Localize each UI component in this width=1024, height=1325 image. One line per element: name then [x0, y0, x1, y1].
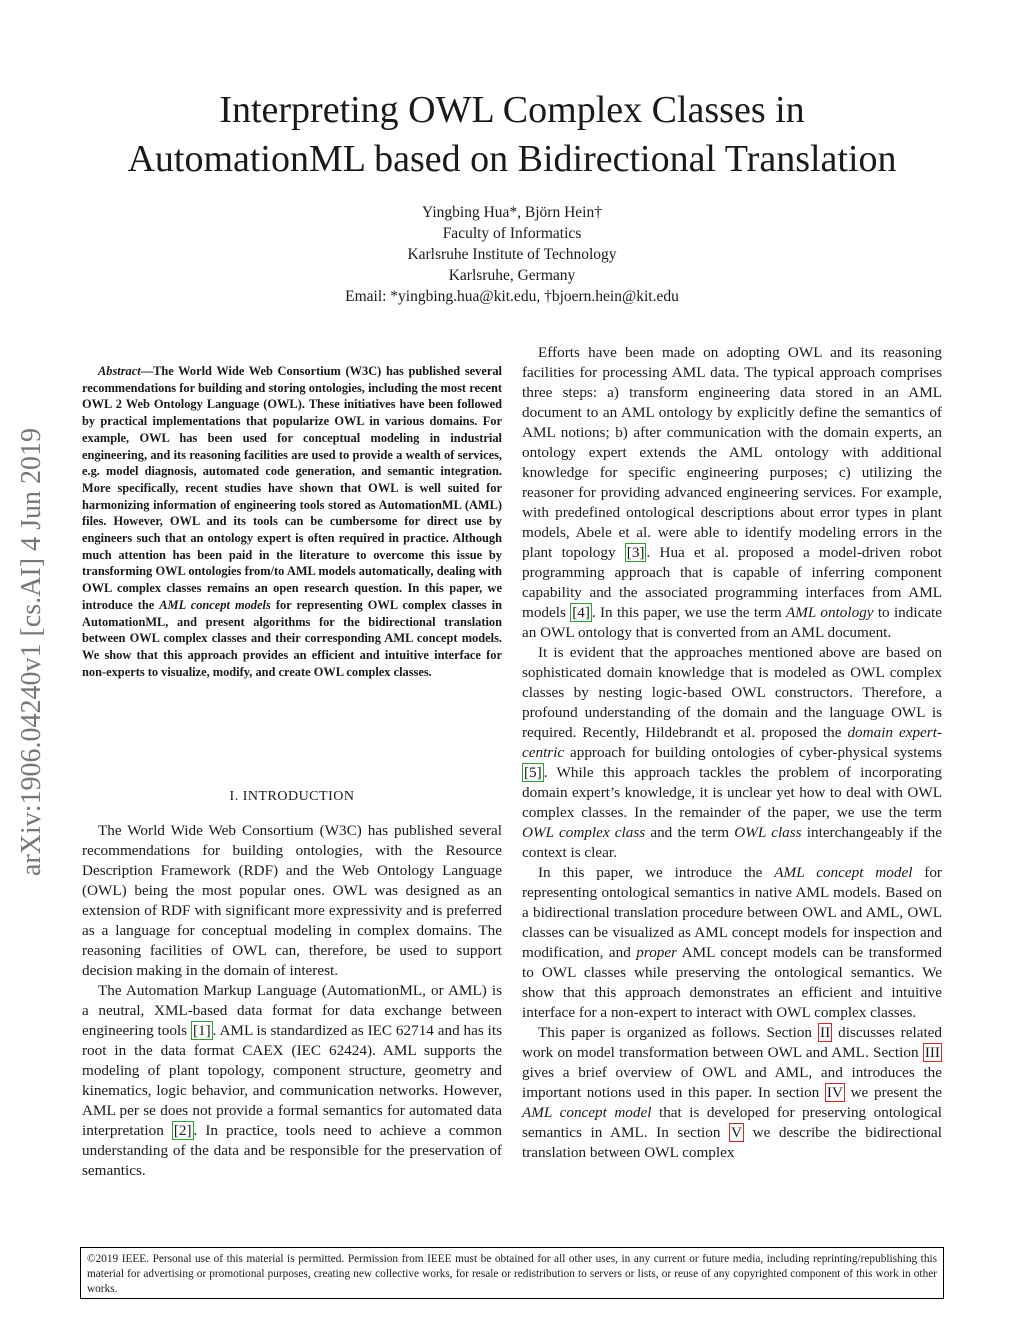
- right-column: [522, 343, 942, 1163]
- body-paragraph: In this paper, we introduce the AML concept model for representing ontological semantics in native AML models. Based on a bidirectional translation procedure between OWL and AML, OWL classes can be visualized as AML concept models for inspection and modification, and proper AML concept models can be transformed to OWL classes while preserving the ontological semantics. We show that this approach demonstrates an efficient and intuitive interface for a non-expert to interact with OWL complex classes.: [522, 864, 942, 1021]
- affiliation-institute: Karlsruhe Institute of Technology: [407, 246, 617, 263]
- abstract: [82, 363, 502, 680]
- citation-link[interactable]: [2]: [173, 1122, 192, 1139]
- body-paragraph: Efforts have been made on adopting OWL and its reasoning facilities for processing AML data. The typical approach comprises three steps: a) transform engineering data stored in an AML document to an AML ontology by explicitly define the semantics of AML notions; b) after communication with the domain experts, an ontology expert extends the AML ontology with additional knowledge for specific engineering purposes; c) utilizing the reasoner for providing advanced engineering services. For example, with predefined ontological descriptions about error types in plant models, Abele et al. were able to identify modeling errors in the plant topology [3] . Hua et al. proposed a model-driven robot programming approach that is capable of inferring component capability and the associated programming interfaces from AML models [4] . In this paper, we use the term AML ontology to indicate an OWL ontology that is converted from an AML document.: [522, 344, 943, 641]
- author-block: [200, 202, 824, 307]
- abstract-emphasis: AML concept models: [159, 597, 271, 612]
- title-line-2: AutomationML based on Bidirectional Translation: [127, 138, 897, 180]
- citation-link[interactable]: [1]: [192, 1022, 211, 1039]
- paper-title: [60, 86, 964, 184]
- section-link[interactable]: V: [731, 1124, 743, 1141]
- section-heading-introduction: I. INTRODUCTION: [229, 789, 355, 804]
- body-paragraph: This paper is organized as follows. Section II discusses related work on model transformation between OWL and AML. Section III gives a brief overview of OWL and AML, and introduces the important notions used in this paper. In section IV we present the AML concept model that is developed for preserving ontological semantics in AML. In section V we describe the bidirectional translation between OWL complex: [522, 1024, 942, 1161]
- affiliation-location: Karlsruhe, Germany: [448, 267, 576, 284]
- title-line-1: Interpreting OWL Complex Classes in: [219, 89, 805, 131]
- abstract-text: for representing OWL complex classes in AutomationML, and present algorithms for the bidirectional translation between OWL complex classes and their corresponding AML concept models. We show that this approach provides an efficient and intuitive interface for non-experts to visualize, modify, and create OWL complex classes.: [82, 597, 502, 679]
- citation-link[interactable]: [3]: [626, 544, 645, 561]
- citation-link[interactable]: [5]: [524, 764, 542, 781]
- left-column: [82, 821, 502, 1181]
- intro-paragraph: The Automation Markup Language (AutomationML, or AML) is a neutral, XML-based data format for data exchange between engineering tools [1] . AML is standardized as IEC 62714 and has its root in the data format CAEX (IEC 62424). AML supports the modeling of plant topology, component structure, geometry and kinematics, logic behavior, and communication networks. However, AML per se does not provide a formal semantics for automated data interpretation [2] . In practice, tools need to achieve a common understanding of the data and be responsible for the preservation of semantics.: [82, 982, 502, 1179]
- abstract-label: Abstract: [98, 364, 141, 378]
- arxiv-sidebar-stamp: arXiv:1906.04240v1 [cs.AI] 4 Jun 2019: [16, 428, 47, 876]
- citation-link[interactable]: [4]: [572, 604, 590, 621]
- section-link[interactable]: III: [924, 1044, 940, 1061]
- copyright-notice: ©2019 IEEE. Personal use of this material is permitted. Permission from IEEE must be obtained for all other uses, in any current or future media, including reprinting/republishing this material for advertising or promotional purposes, creating new collective works, for resale or redistribution to servers or lists, or reuse of any copyrighted component of this work in other works.: [80, 1247, 944, 1299]
- author-email: Email: *yingbing.hua@kit.edu, †bjoern.hein@kit.edu: [345, 288, 679, 305]
- author-names: Yingbing Hua*, Björn Hein†: [422, 204, 602, 221]
- affiliation-faculty: Faculty of Informatics: [442, 225, 582, 242]
- section-link[interactable]: II: [820, 1024, 831, 1041]
- intro-paragraph: The World Wide Web Consortium (W3C) has published several recommendations for building ontologies, with the Resource Description Framework (RDF) and the Web Ontology Language (OWL) being the most popular ones. OWL was designed as an extension of RDF with significant more expressivity and is preferred as a language for conceptual modeling in complex domains. The reasoning facilities of OWL can, therefore, be used to support decision making in the domain of interest.: [82, 822, 502, 979]
- section-link[interactable]: IV: [826, 1084, 843, 1101]
- abstract-text: —The World Wide Web Consortium (W3C) has published several recommendations for building and storing ontologies, including the most recent OWL 2 Web Ontology Language (OWL). These initiatives have been followed by practical implementations that popularize OWL in various domains. For example, OWL has been used for conceptual modeling in industrial engineering, and its reasoning facilities are used to provide a wealth of services, e.g. model diagnosis, automated code generation, and semantic integration. More specifically, recent studies have shown that OWL is well suited for harmonizing information of engineering tools stored as AutomationML (AML) files. However, OWL and its tools can be cumbersome for direct use by engineers such that an ontology expert is often required in practice. Although much attention has been paid in the literature to overcome this issue by transforming OWL ontologies from/to AML models automatically, dealing with OWL complex classes remains an open research question. In this paper, we introduce the: [82, 364, 502, 612]
- body-paragraph: It is evident that the approaches mentioned above are based on sophisticated domain knowledge that is modeled as OWL complex classes by nesting logic-based OWL constructors. Therefore, a profound understanding of the domain and the language OWL is required. Recently, Hildebrandt et al. proposed the domain expert-centric approach for building ontologies of cyber-physical systems [5] . While this approach tackles the problem of incorporating domain expert’s knowledge, it is unclear yet how to deal with OWL complex classes. In the remainder of the paper, we use the term OWL complex class and the term OWL class interchangeably if the context is clear.: [522, 644, 942, 861]
